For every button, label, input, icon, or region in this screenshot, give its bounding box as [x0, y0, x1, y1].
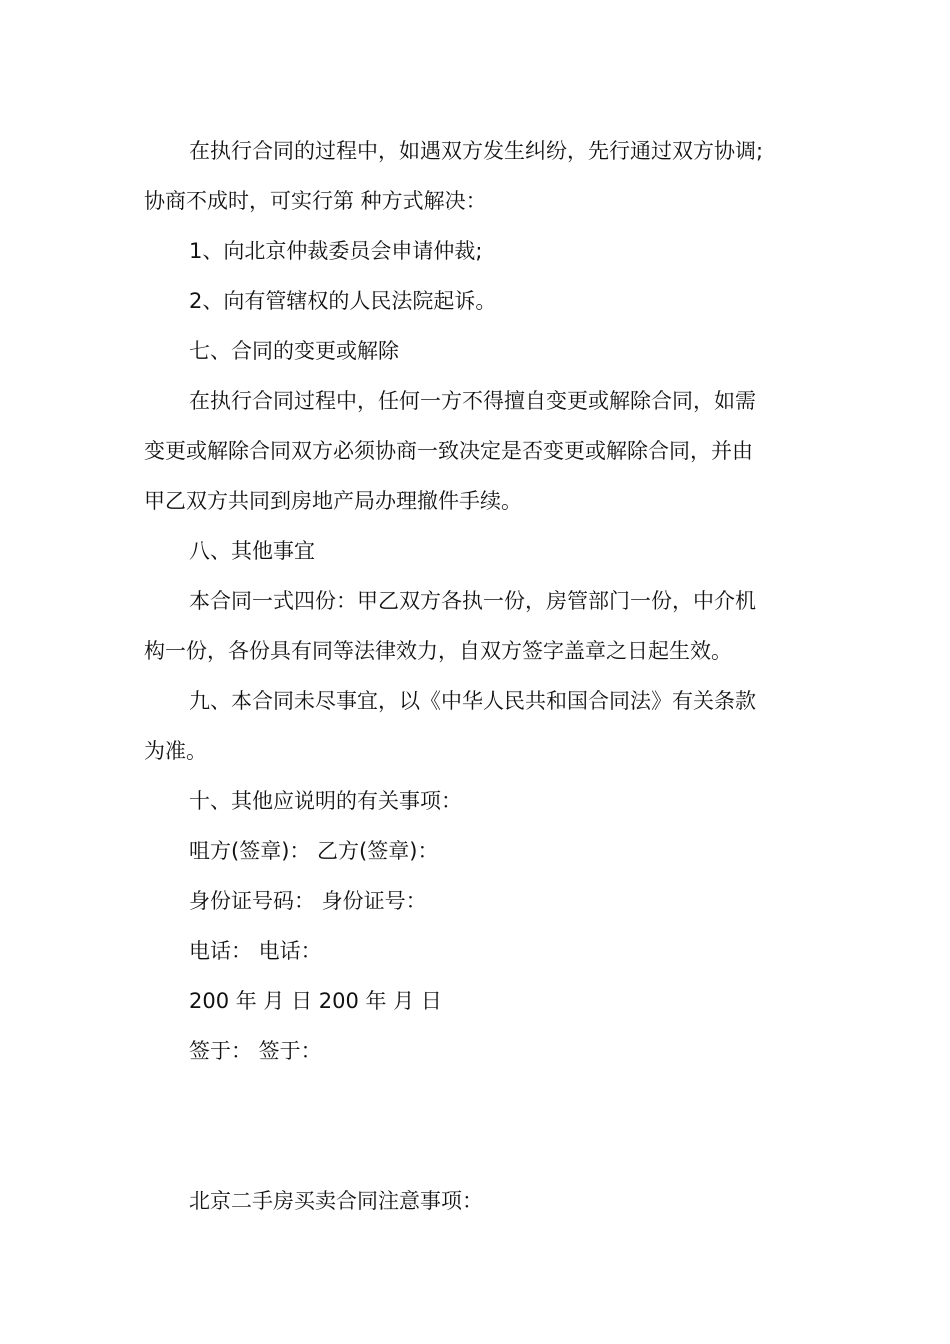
notes-heading: 北京二手房买卖合同注意事项：	[189, 1189, 483, 1213]
paragraph-line: 甲乙双方共同到房地产局办理撤件手续。	[144, 489, 522, 513]
section-heading: 八、其他事宜	[189, 539, 315, 563]
id-number-line: 身份证号码： 身份证号：	[189, 889, 427, 913]
signature-line: 咀方(签章)： 乙方(签章)：	[189, 839, 439, 863]
list-item: 1、向北京仲裁委员会申请仲裁;	[189, 239, 483, 263]
section-heading: 九、本合同未尽事宜，以《中华人民共和国合同法》有关条款	[189, 689, 756, 713]
paragraph-line: 本合同一式四份：甲乙双方各执一份，房管部门一份，中介机	[189, 589, 756, 613]
paragraph-line: 协商不成时，可实行第 种方式解决：	[144, 189, 487, 213]
paragraph-line: 在执行合同过程中，任何一方不得擅自变更或解除合同，如需	[189, 389, 756, 413]
list-item: 2、向有管辖权的人民法院起诉。	[189, 289, 497, 313]
paragraph-line: 变更或解除合同双方必须协商一致决定是否变更或解除合同，并由	[144, 439, 753, 463]
signed-at-line: 签于： 签于：	[189, 1039, 322, 1063]
date-line: 200 年 月 日 200 年 月 日	[189, 989, 442, 1013]
paragraph-line: 为准。	[144, 739, 207, 763]
paragraph-line: 在执行合同的过程中，如遇双方发生纠纷，先行通过双方协调;	[189, 139, 764, 163]
paragraph-line: 构一份，各份具有同等法律效力，自双方签字盖章之日起生效。	[144, 639, 732, 663]
phone-line: 电话： 电话：	[189, 939, 322, 963]
section-heading: 七、合同的变更或解除	[189, 339, 399, 363]
section-heading: 十、其他应说明的有关事项：	[189, 789, 462, 813]
